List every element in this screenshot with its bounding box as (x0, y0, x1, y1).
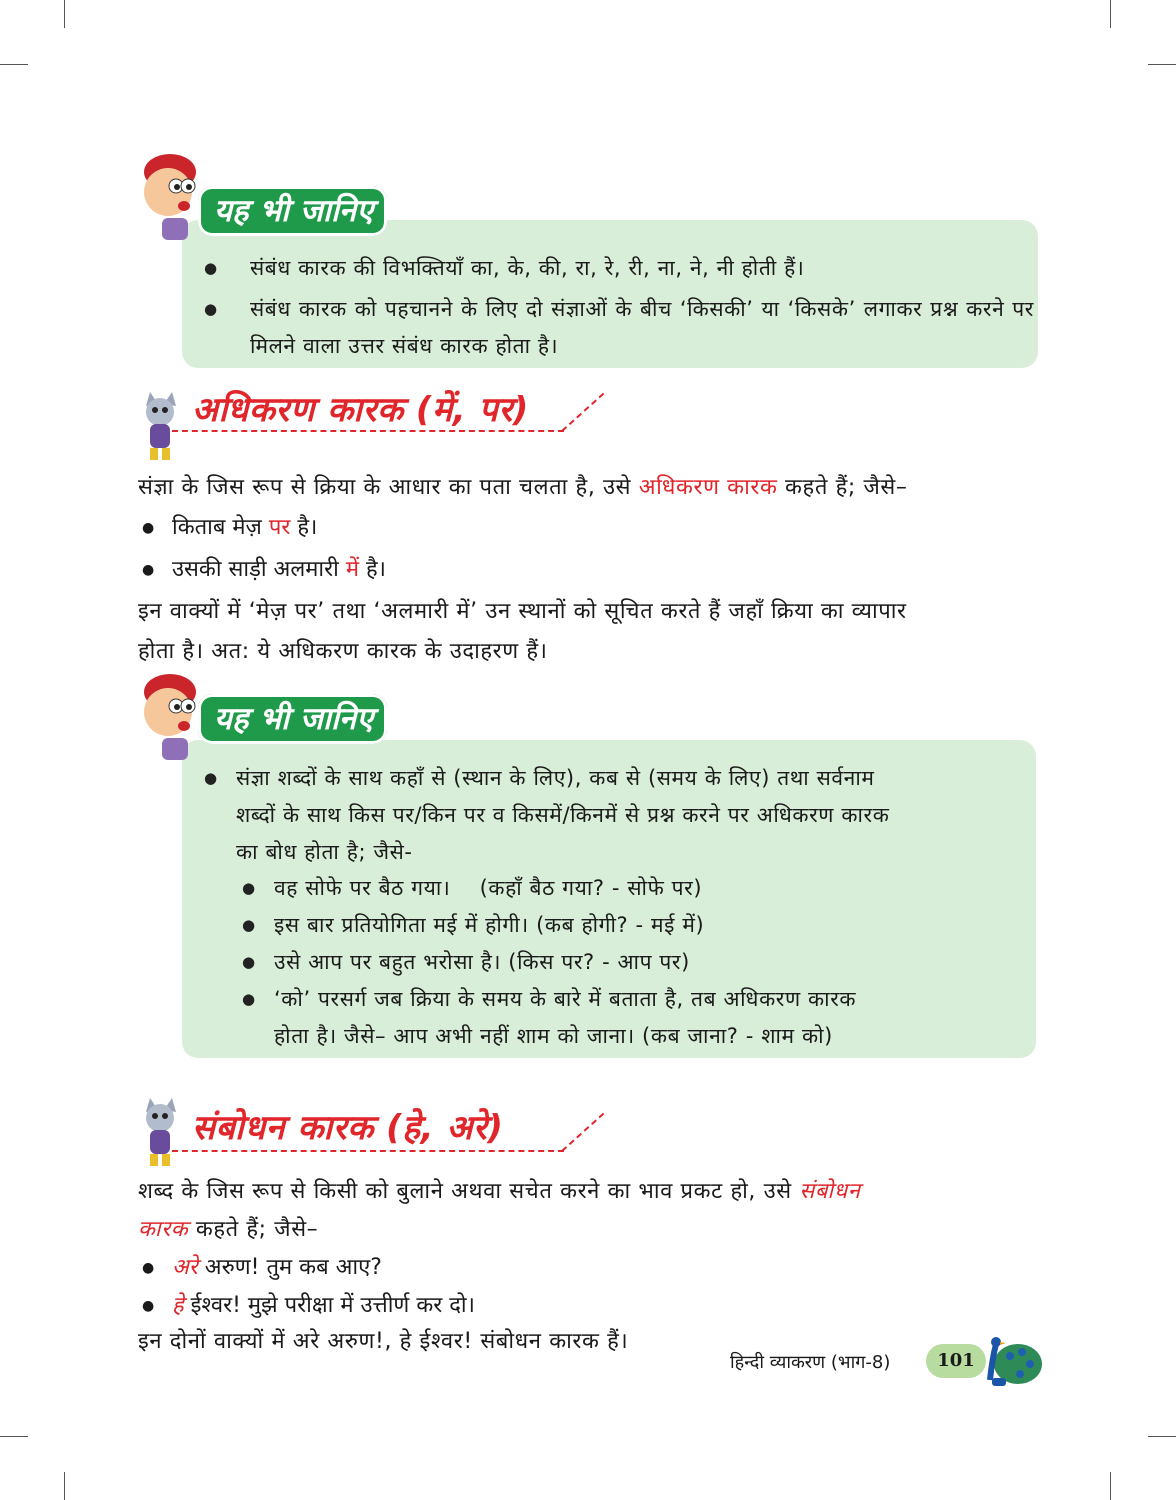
example-item: ● उसकी साड़ी अलमारी में है। (142, 557, 386, 582)
crop-mark (1148, 64, 1176, 65)
crop-mark (1110, 0, 1111, 28)
section-heading: संबोधन कारक (हे, अरे) (192, 1108, 504, 1148)
highlight-term: संबोधन (799, 1179, 861, 1204)
sub-list (242, 870, 1032, 1055)
know-more-list (204, 760, 1034, 871)
page-number: 101 (926, 1344, 986, 1378)
heading-underline (561, 1113, 604, 1152)
cat-mascot-icon (138, 1098, 182, 1168)
definition-paragraph: शब्द के जिस रूप से किसी को बुलाने अथवा सचेत करने का भाव प्रकट हो, उसे संबोधन (138, 1179, 861, 1204)
explanation-line: इन वाक्यों में ‘मेज़ पर’ तथा ‘अलमारी में’ उन स्थानों को सूचित करते हैं जहाँ क्रिया का व्यापार (138, 599, 907, 624)
crop-mark (1110, 1472, 1111, 1500)
crop-mark (64, 1472, 65, 1500)
boy-mascot-icon (132, 150, 202, 250)
crop-mark (0, 64, 28, 65)
crop-mark (1148, 1436, 1176, 1437)
list-item: ● वह सोफे पर बैठ गया। (कहाँ बैठ गया? - सोफे पर) (242, 870, 1032, 907)
highlight-term: अधिकरण कारक (638, 475, 778, 500)
list-item: ● संबंध कारक को पहचानने के लिए दो संज्ञाओं के बीच ‘किसकी’ या ‘किसके’ लगाकर प्रश्न करने पर मिलने वाला उत्तर संबंध कारक होता है। (204, 291, 1034, 365)
example-item: ● हे ईश्वर! मुझे परीक्षा में उत्तीर्ण कर दो। (142, 1293, 475, 1318)
list-item: ● संज्ञा शब्दों के साथ कहाँ से (स्थान के लिए), कब से (समय के लिए) तथा सर्वनाम शब्दों के साथ किस पर/किन पर व किसमें/किनमें से प्रश्न करने पर अधिकरण कारक का बोध होता है; जैसे- (204, 760, 1034, 871)
heading-underline (172, 1150, 564, 1152)
section-heading: अधिकरण कारक (में, पर) (192, 390, 529, 430)
heading-underline (561, 393, 604, 432)
conclusion-line: इन दोनों वाक्यों में अरे अरुण!, हे ईश्वर! संबोधन कारक हैं। (138, 1329, 629, 1354)
list-item: ● इस बार प्रतियोगिता मई में होगी। (कब होगी? - मई में) (242, 907, 1032, 944)
heading-underline (172, 430, 564, 432)
know-more-tab: यह भी जानिए (198, 186, 387, 236)
definition-paragraph: संज्ञा के जिस रूप से क्रिया के आधार का पता चलता है, उसे अधिकरण कारक कहते हैं; जैसे– (138, 475, 908, 500)
definition-paragraph: कारक कहते हैं; जैसे– (138, 1217, 319, 1242)
list-item: ● संबंध कारक की विभक्तियाँ का, के, की, रा, रे, री, ना, ने, नी होती हैं। (204, 250, 1034, 287)
list-item: ● उसे आप पर बहुत भरोसा है। (किस पर? - आप पर) (242, 944, 1032, 981)
highlight-term: कारक (138, 1217, 189, 1242)
example-item: ● किताब मेज़ पर है। (142, 515, 318, 540)
crop-mark (0, 1436, 28, 1437)
list-item: ● ‘को’ परसर्ग जब क्रिया के समय के बारे में बताता है, तब अधिकरण कारक होता है। जैसे– आप अभी नहीं शाम को जाना। (कब जाना? - शाम को) (242, 981, 1032, 1055)
book-title: हिन्दी व्याकरण (भाग-8) (730, 1352, 891, 1373)
know-more-list (204, 250, 1034, 365)
example-item: ● अरे अरुण! तुम कब आए? (142, 1255, 382, 1280)
explanation-line: होता है। अत: ये अधिकरण कारक के उदाहरण हैं। (138, 639, 548, 664)
boy-mascot-icon (132, 670, 202, 770)
peacock-icon (978, 1330, 1044, 1390)
know-more-tab: यह भी जानिए (198, 694, 387, 744)
cat-mascot-icon (138, 392, 182, 462)
crop-mark (64, 0, 65, 28)
